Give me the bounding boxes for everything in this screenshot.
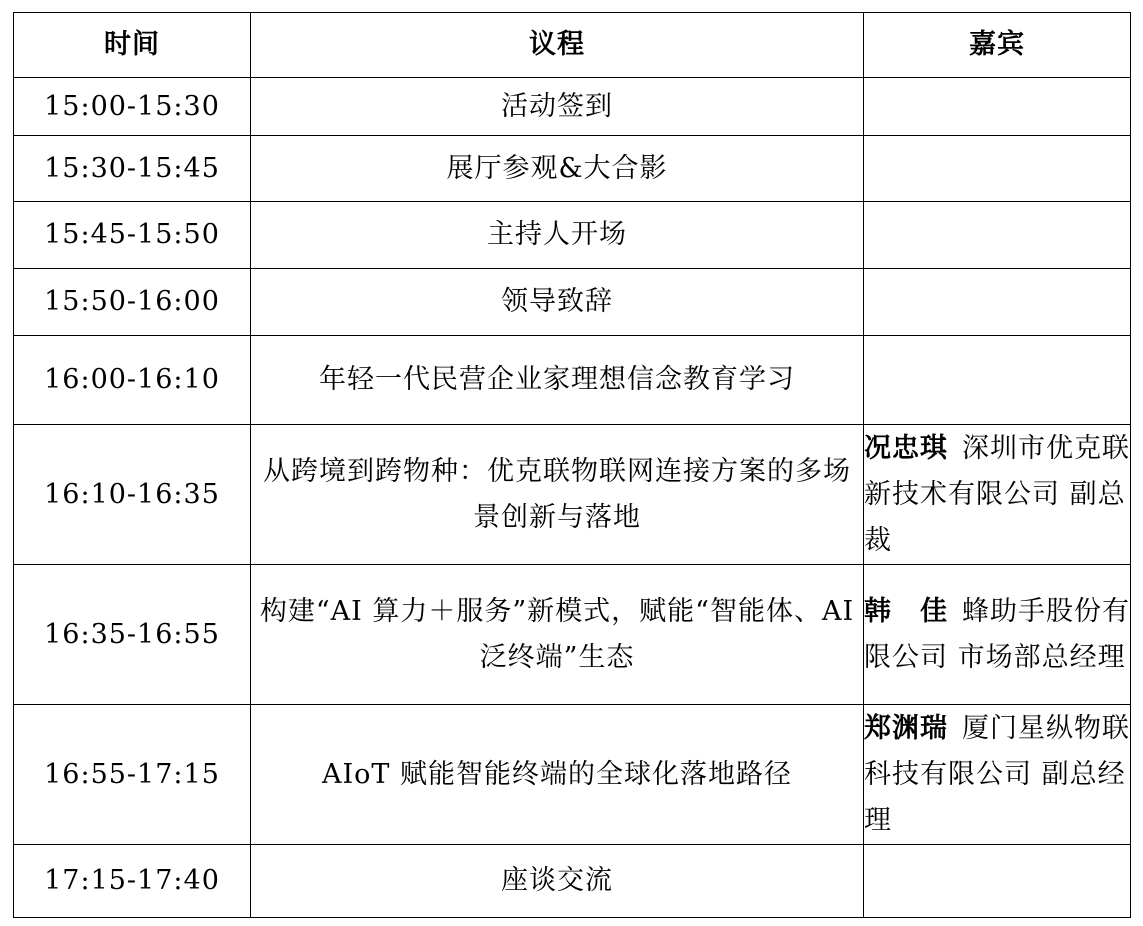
topic-cell: 年轻一代民营企业家理想信念教育学习 — [251, 336, 864, 425]
topic-cell: 构建“AI 算力＋服务”新模式，赋能“智能体、AI 泛终端”生态 — [251, 565, 864, 705]
table-row — [14, 336, 1131, 425]
guest-description: 深圳市优克联新技术有限公司 副总裁 — [864, 432, 1130, 556]
guest-cell — [864, 202, 1131, 269]
table-row — [14, 425, 1131, 565]
guest-description: 蜂助手股份有限公司 市场部总经理 — [864, 595, 1130, 673]
table-row — [14, 565, 1131, 705]
time-cell: 15:50-16:00 — [14, 269, 251, 336]
topic-cell: AIoT 赋能智能终端的全球化落地路径 — [251, 705, 864, 845]
time-cell: 16:55-17:15 — [14, 705, 251, 845]
guest-cell — [864, 845, 1131, 918]
guest-name: 郑渊瑞 — [864, 712, 948, 744]
table-row — [14, 705, 1131, 845]
table-row — [14, 269, 1131, 336]
topic-cell: 从跨境到跨物种：优克联物联网连接方案的多场景创新与落地 — [251, 425, 864, 565]
guest-cell — [864, 705, 1131, 845]
guest-cell — [864, 565, 1131, 705]
agenda-table — [13, 12, 1131, 918]
header-row — [14, 13, 1131, 78]
topic-cell: 活动签到 — [251, 78, 864, 136]
topic-cell: 展厅参观&大合影 — [251, 136, 864, 202]
guest-cell — [864, 425, 1131, 565]
time-cell: 15:45-15:50 — [14, 202, 251, 269]
topic-cell: 主持人开场 — [251, 202, 864, 269]
guest-cell — [864, 136, 1131, 202]
header-time: 时间 — [14, 13, 251, 78]
time-cell: 17:15-17:40 — [14, 845, 251, 918]
table-row — [14, 845, 1131, 918]
time-cell: 16:35-16:55 — [14, 565, 251, 705]
guest-name: 韩 佳 — [864, 595, 948, 627]
topic-cell: 座谈交流 — [251, 845, 864, 918]
time-cell: 16:00-16:10 — [14, 336, 251, 425]
time-cell: 15:30-15:45 — [14, 136, 251, 202]
time-cell: 16:10-16:35 — [14, 425, 251, 565]
time-cell: 15:00-15:30 — [14, 78, 251, 136]
guest-name: 况忠琪 — [864, 432, 948, 464]
guest-cell — [864, 269, 1131, 336]
header-agenda: 议程 — [251, 13, 864, 78]
topic-cell: 领导致辞 — [251, 269, 864, 336]
table-row — [14, 78, 1131, 136]
table-row — [14, 136, 1131, 202]
guest-cell — [864, 78, 1131, 136]
header-guest: 嘉宾 — [864, 13, 1131, 78]
table-row — [14, 202, 1131, 269]
guest-cell — [864, 336, 1131, 425]
guest-description: 厦门星纵物联科技有限公司 副总经理 — [864, 712, 1130, 836]
